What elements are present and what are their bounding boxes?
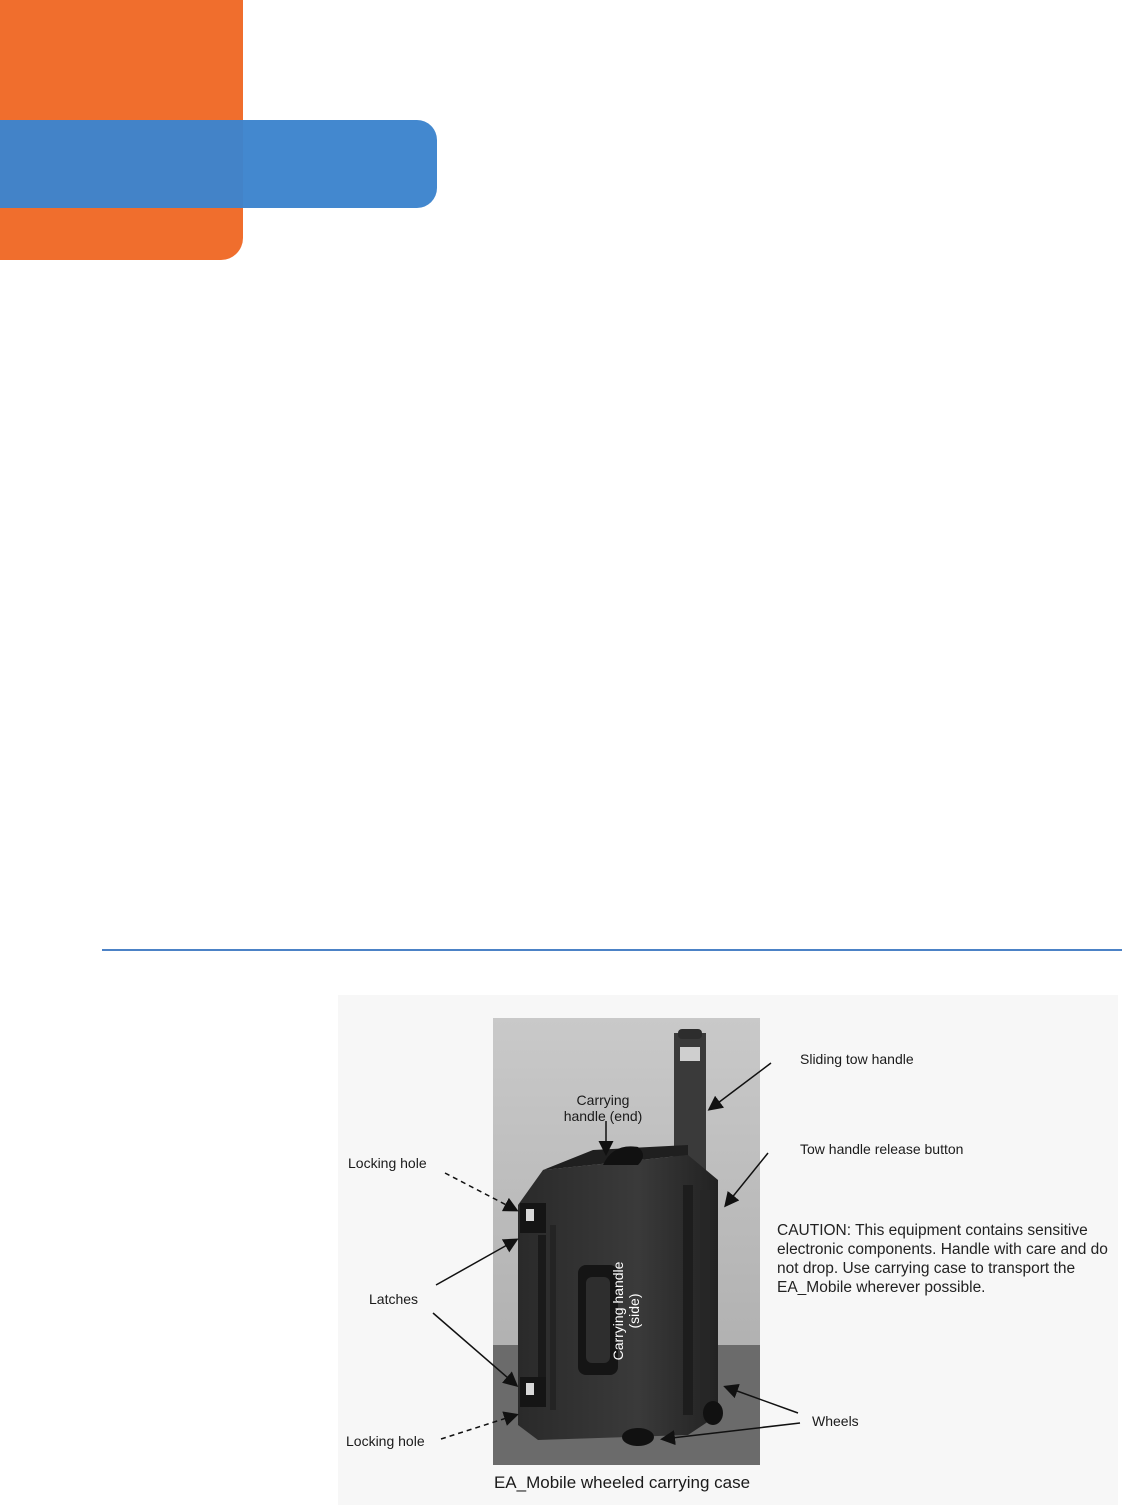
label-carrying-handle-side-line1: Carrying handle: [610, 1261, 626, 1361]
label-carrying-handle-side: [610, 1251, 642, 1371]
label-sliding-tow-handle: Sliding tow handle: [800, 1051, 914, 1067]
blue-header-band: [0, 120, 437, 208]
label-carrying-handle-end-line1: Carrying: [576, 1092, 630, 1108]
label-locking-hole-bottom: Locking hole: [346, 1433, 425, 1449]
label-carrying-handle-side-line2: (side): [626, 1293, 642, 1329]
label-locking-hole-top: Locking hole: [348, 1155, 427, 1171]
carrying-case-figure: [338, 995, 1118, 1505]
wheel-rear: [703, 1401, 723, 1425]
figure-caption: EA_Mobile wheeled carrying case: [493, 1473, 751, 1492]
label-latches: Latches: [369, 1291, 419, 1307]
horizontal-rule: [102, 949, 1122, 951]
caution-text: CAUTION: This equipment contains sensitive electronic components. Handle with care and do not drop. Use carrying case to transport the EA_Mobile wherever possible.: [777, 1222, 1108, 1296]
wheel-front: [622, 1428, 654, 1446]
label-tow-handle-release: Tow handle release button: [800, 1141, 964, 1157]
label-carrying-handle-end: [553, 1092, 653, 1124]
label-wheels: Wheels: [812, 1413, 859, 1429]
label-carrying-handle-end-line2: handle (end): [563, 1108, 643, 1124]
